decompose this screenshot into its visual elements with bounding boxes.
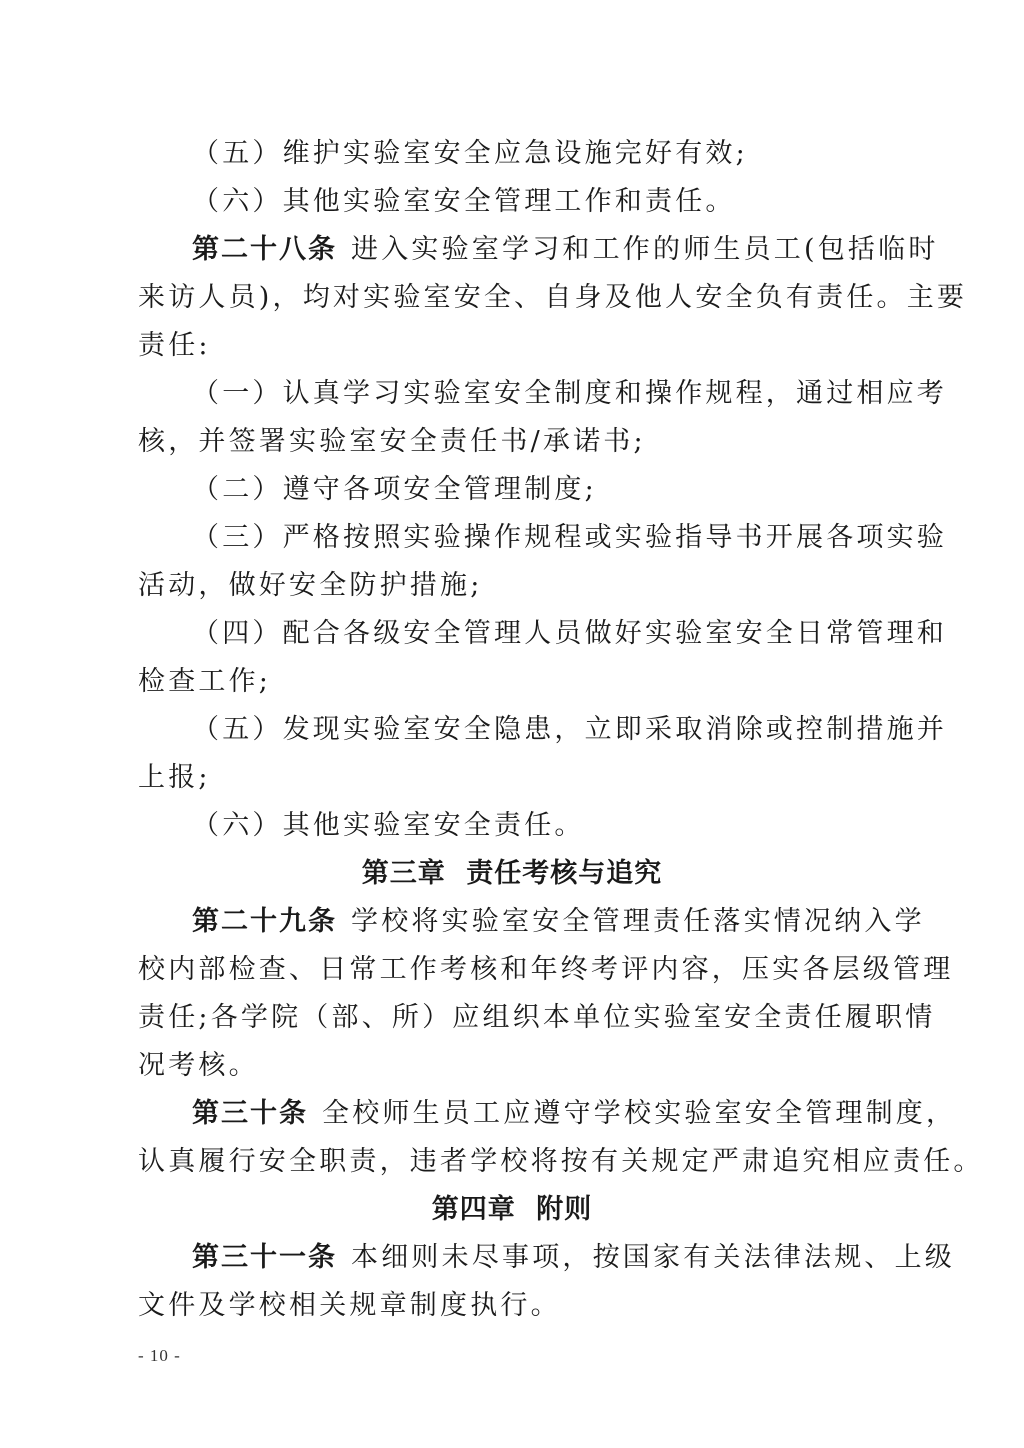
- article-31-text-1: 本细则未尽事项，按国家有关法律法规、上级: [351, 1242, 955, 1273]
- article-31-line-2: 文件及学校相关规章制度执行。: [138, 1290, 561, 1321]
- article-29-line-4: 况考核。: [138, 1050, 259, 1081]
- article-28-item-1-line-1: （一）认真学习实验室安全制度和操作规程，通过相应考: [192, 378, 947, 409]
- article-28-number: 第二十八条: [192, 234, 337, 265]
- item-five-emergency-facilities: （五）维护实验室安全应急设施完好有效;: [192, 138, 748, 169]
- article-29-line-1: [192, 904, 925, 940]
- article-28-item-5-line-2: 上报;: [138, 762, 211, 793]
- article-29-text-1: 学校将实验室安全管理责任落实情况纳入学: [351, 906, 925, 937]
- article-30-line-2: 认真履行安全职责，违者学校将按有关规定严肃追究相应责任。: [138, 1146, 984, 1177]
- article-30-line-1: [192, 1096, 957, 1132]
- article-28-line-2: 来访人员)，均对实验室安全、自身及他人安全负有责任。主要: [138, 282, 968, 313]
- page-number: - 10 -: [138, 1346, 181, 1365]
- article-28-item-3-line-1: （三）严格按照实验操作规程或实验指导书开展各项实验: [192, 522, 947, 553]
- article-30-number: 第三十条: [192, 1098, 308, 1129]
- article-28-item-6: （六）其他实验室安全责任。: [192, 810, 585, 841]
- article-28-item-4-line-1: （四）配合各级安全管理人员做好实验室安全日常管理和: [192, 618, 947, 649]
- article-28-item-5-line-1: （五）发现实验室安全隐患，立即采取消除或控制措施并: [192, 714, 947, 745]
- article-28-line-1: [192, 232, 939, 268]
- article-28-item-4-line-2: 检查工作;: [138, 666, 272, 697]
- chapter-3-heading: 第三章 责任考核与追究: [361, 858, 663, 889]
- article-29-number: 第二十九条: [192, 906, 337, 937]
- article-28-item-2: （二）遵守各项安全管理制度;: [192, 474, 597, 505]
- item-six-other-management: （六）其他实验室安全管理工作和责任。: [192, 186, 736, 217]
- article-28-text-1: 进入实验室学习和工作的师生员工(包括临时: [351, 234, 939, 265]
- article-28-item-3-line-2: 活动，做好安全防护措施;: [138, 570, 483, 601]
- article-29-line-2: 校内部检查、日常工作考核和年终考评内容，压实各层级管理: [138, 954, 954, 985]
- article-31-number: 第三十一条: [192, 1242, 337, 1273]
- article-29-line-3: 责任;各学院（部、所）应组织本单位实验室安全责任履职情: [138, 1002, 936, 1033]
- article-30-text-1: 全校师生员工应遵守学校实验室安全管理制度，: [322, 1098, 957, 1129]
- article-31-line-1: [192, 1240, 955, 1276]
- chapter-4-heading: 第四章 附则: [431, 1194, 593, 1225]
- article-28-item-1-line-2: 核，并签署实验室安全责任书/承诺书;: [138, 426, 646, 457]
- article-28-line-3: 责任:: [138, 330, 211, 361]
